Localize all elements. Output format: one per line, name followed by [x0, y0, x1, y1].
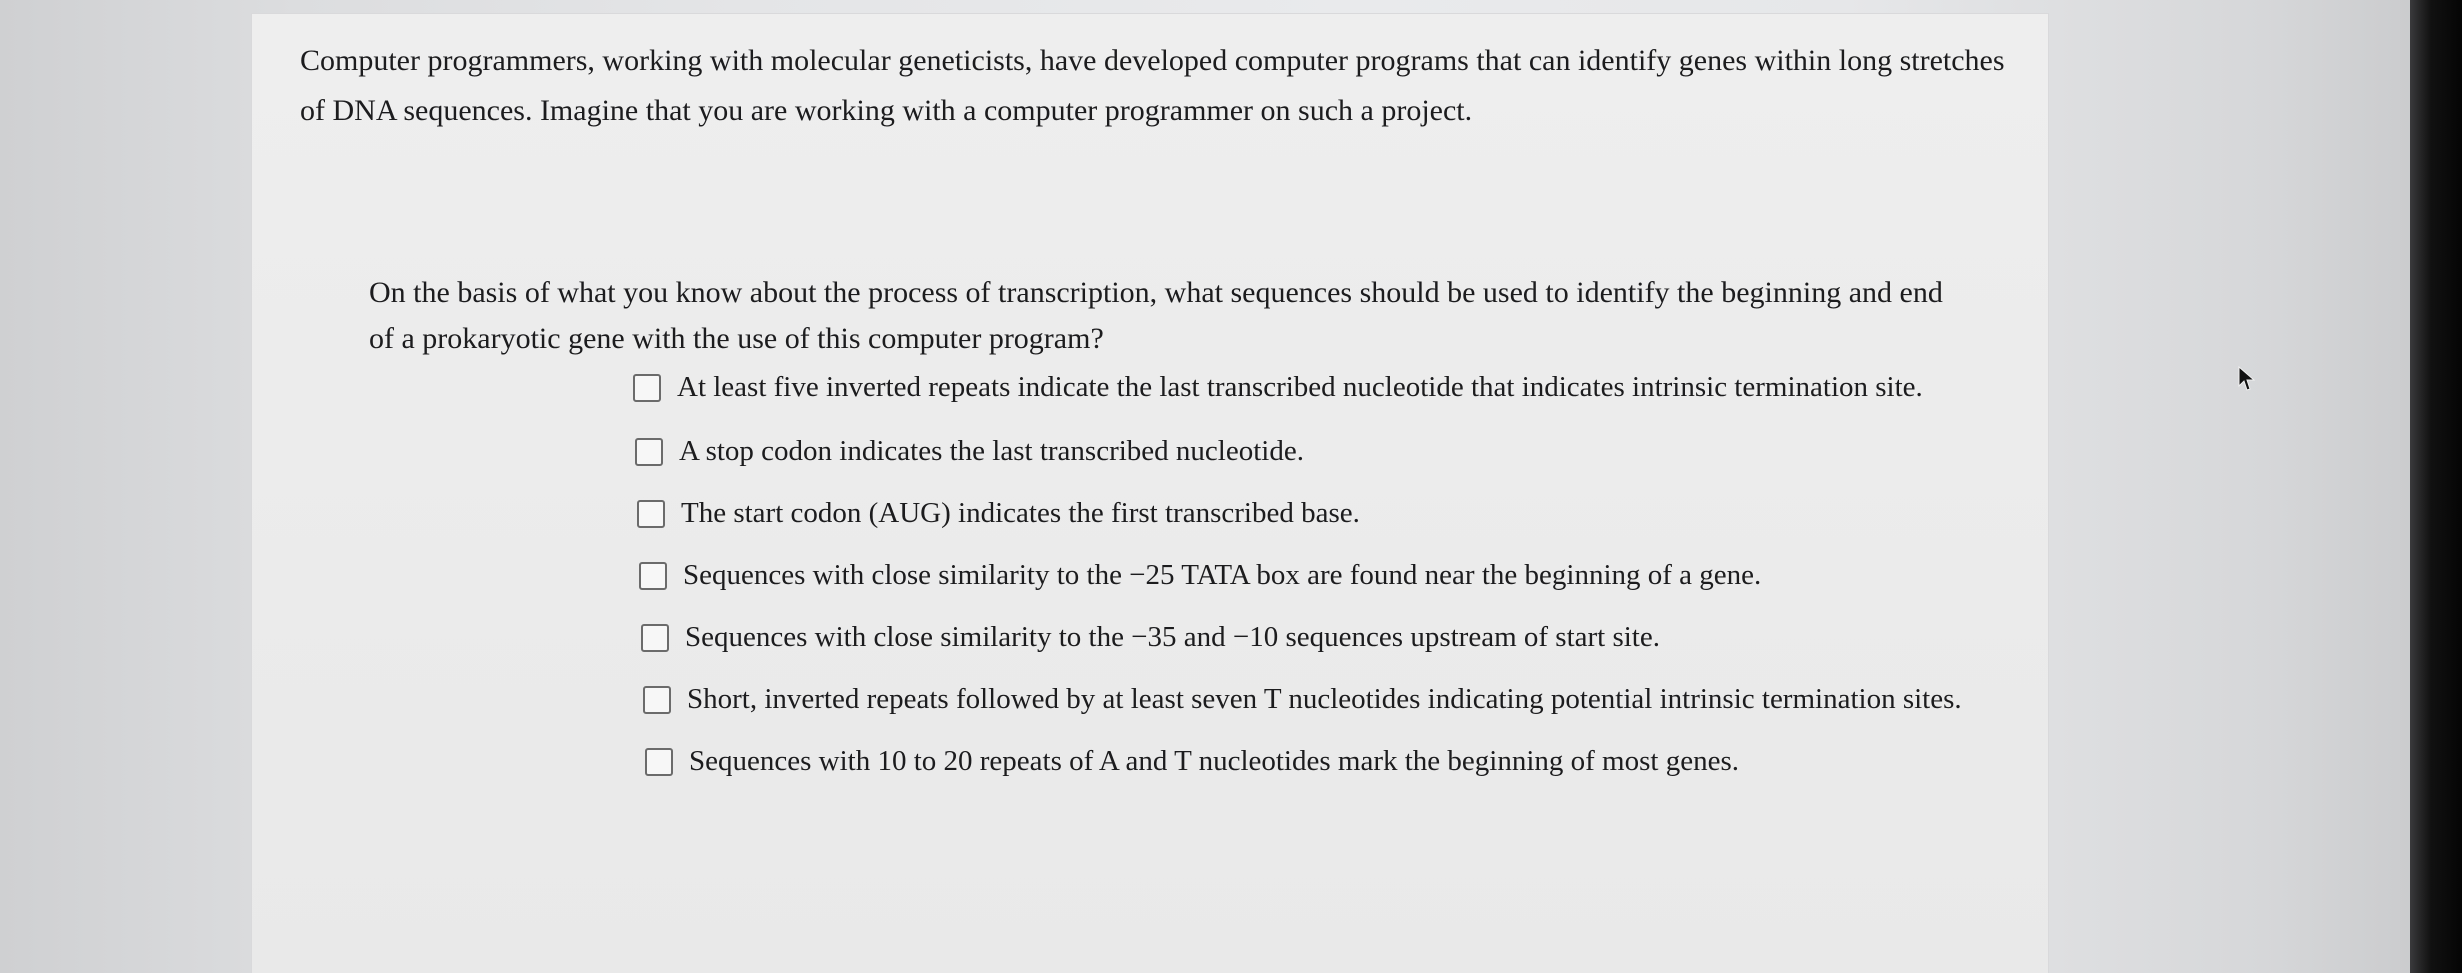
answer-option-label: At least five inverted repeats indicate the last transcribed nucleotide that indicates intrinsic termination site. [677, 371, 1923, 403]
answer-option-7[interactable] [645, 745, 1739, 778]
answer-option-label: A stop codon indicates the last transcribed nucleotide. [679, 435, 1304, 467]
answer-option-label: Short, inverted repeats followed by at least seven T nucleotides indicating potential intrinsic termination sites. [687, 683, 1962, 715]
answer-option-1[interactable] [633, 371, 1923, 404]
monitor-bezel [2410, 0, 2462, 973]
checkbox-icon[interactable] [641, 624, 669, 652]
question-intro: Computer programmers, working with molecular geneticists, have developed computer programs that can identify genes within long stretches of DNA sequences. Imagine that you are working with a computer programmer on such a project. [300, 44, 2005, 127]
checkbox-icon[interactable] [643, 686, 671, 714]
checkbox-icon[interactable] [635, 438, 663, 466]
checkbox-icon[interactable] [637, 500, 665, 528]
cursor-arrow-icon [2238, 366, 2256, 392]
checkbox-icon[interactable] [645, 748, 673, 776]
checkbox-icon[interactable] [639, 562, 667, 590]
checkbox-icon[interactable] [633, 374, 661, 402]
question-prompt: On the basis of what you know about the process of transcription, what sequences should be used to identify the beginning and end of a prokaryotic gene with the use of this computer program? [369, 276, 1943, 355]
answer-option-label: Sequences with close similarity to the −35 and −10 sequences upstream of start site. [685, 621, 1660, 653]
answer-option-5[interactable] [641, 621, 1660, 654]
answer-option-label: Sequences with 10 to 20 repeats of A and T nucleotides mark the beginning of most genes. [689, 745, 1739, 777]
answer-option-label: Sequences with close similarity to the −25 TATA box are found near the beginning of a gene. [683, 559, 1762, 591]
answer-option-2[interactable] [635, 435, 1304, 468]
answer-option-3[interactable] [637, 497, 1360, 530]
answer-option-4[interactable] [639, 559, 1761, 592]
question-panel [252, 14, 2048, 973]
answer-option-label: The start codon (AUG) indicates the first transcribed base. [681, 497, 1360, 529]
answer-option-6[interactable] [643, 683, 1962, 716]
